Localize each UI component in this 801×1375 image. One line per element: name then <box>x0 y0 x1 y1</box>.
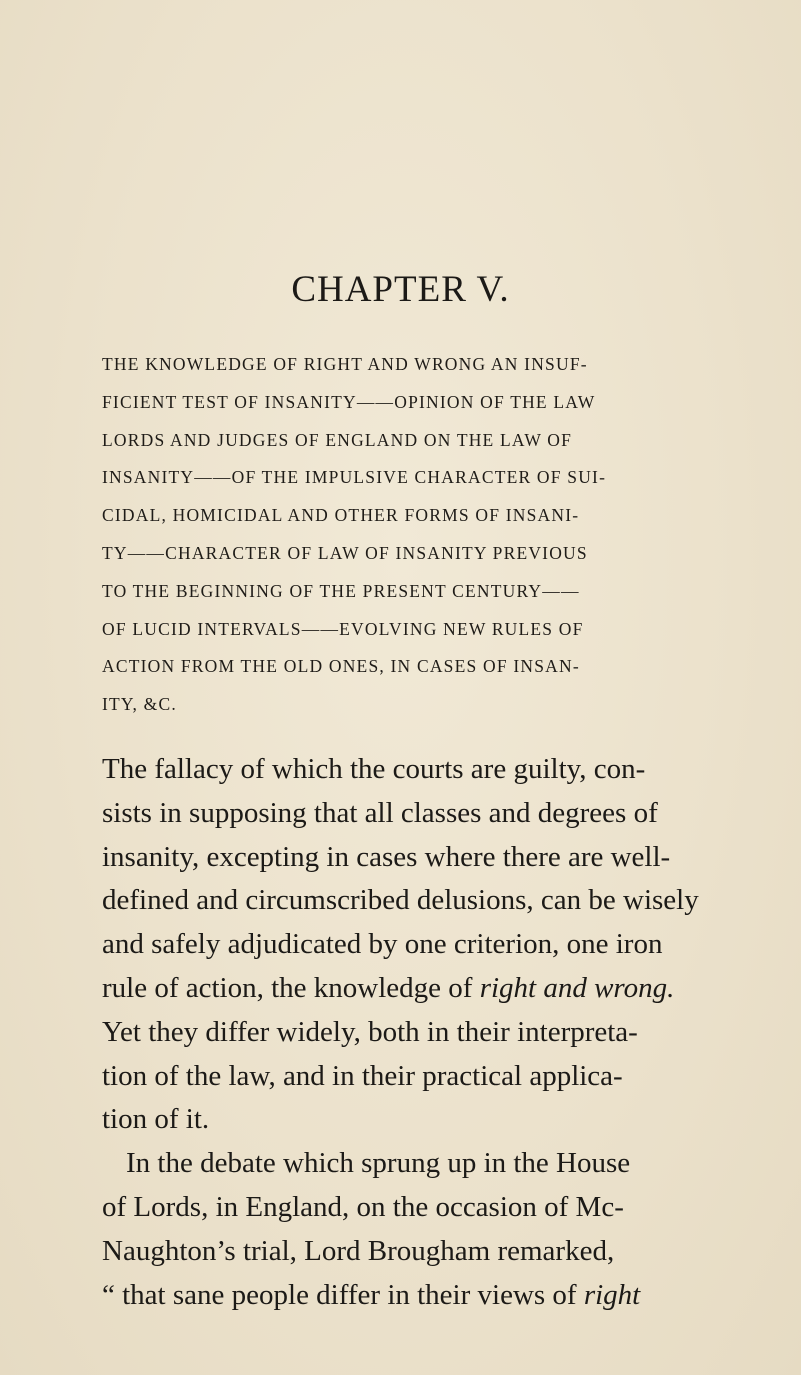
italic-word: right <box>583 1278 641 1311</box>
paragraph-1-text: rule of action, the knowledge of <box>102 971 480 1004</box>
summary-line: THE KNOWLEDGE OF RIGHT AND WRONG AN INSUF- <box>102 354 588 374</box>
paragraph-2-line <box>102 1274 722 1318</box>
paragraph-1-line: tion of it. <box>102 1103 210 1136</box>
summary-line: FICIENT TEST OF INSANITY——OPINION OF THE LAW <box>102 391 596 412</box>
paragraph-1-line: and safely adjudicated by one criterion, one iron <box>102 928 663 961</box>
summary-line: CIDAL, HOMICIDAL AND OTHER FORMS OF INSANI- <box>102 505 580 526</box>
chapter-title: CHAPTER V. <box>291 269 510 310</box>
paragraph-1-line: The fallacy of which the courts are guilty, con- <box>102 753 646 785</box>
paragraph-2-line: In the debate which sprung up in the House <box>126 1147 631 1180</box>
chapter-summary <box>102 346 714 724</box>
paragraph-1-line: Yet they differ widely, both in their interpreta- <box>102 1015 638 1048</box>
italic-phrase: right and wrong. <box>479 971 675 1004</box>
paragraph-1-line: insanity, excepting in cases where there are well- <box>102 840 671 873</box>
body-text <box>102 748 722 1317</box>
paragraph-2-text: “ that sane people differ in their views of <box>102 1278 584 1311</box>
summary-line: INSANITY——OF THE IMPULSIVE CHARACTER OF SUI- <box>102 467 607 488</box>
paragraph-2-line: of Lords, in England, on the occasion of Mc- <box>102 1190 624 1223</box>
summary-line: TY——CHARACTER OF LAW OF INSANITY PREVIOUS <box>102 542 588 563</box>
summary-line: TO THE BEGINNING OF THE PRESENT CENTURY—— <box>102 580 580 601</box>
paragraph-1-line <box>102 967 722 1011</box>
paragraph-1-line: tion of the law, and in their practical applica- <box>102 1059 623 1092</box>
paragraph-1-line: sists in supposing that all classes and degrees of <box>102 796 658 829</box>
summary-line: ITY, &C. <box>102 694 177 715</box>
summary-line: ACTION FROM THE OLD ONES, IN CASES OF INSAN- <box>102 656 580 677</box>
summary-line: LORDS AND JUDGES OF ENGLAND ON THE LAW OF <box>102 429 573 450</box>
paragraph-1-line: defined and circumscribed delusions, can be wisely <box>102 884 699 917</box>
summary-line: OF LUCID INTERVALS——EVOLVING NEW RULES OF <box>102 618 584 639</box>
paragraph-2-line: Naughton’s trial, Lord Brougham remarked, <box>102 1234 615 1267</box>
